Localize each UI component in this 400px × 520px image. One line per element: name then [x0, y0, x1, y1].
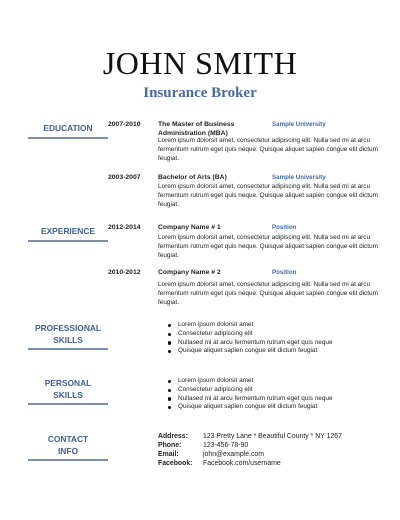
list-item: Lorem ipsum dolorsit amet [168, 377, 378, 386]
section-label-line: INFO [57, 446, 78, 456]
email-label: Email: [158, 451, 179, 458]
section-label-line: CONTACT [47, 434, 89, 444]
contact-email-row [158, 451, 264, 460]
list-item: Lorem ipsum dolorsit amet [168, 321, 378, 330]
address-value: 123 Pretty Lane * Beautiful County * NY 1267 [203, 433, 342, 440]
experience-1-years: 2012-2014 [108, 224, 141, 231]
section-label-line: SKILLS [53, 390, 83, 400]
resume-name: JOHN SMITH [102, 45, 298, 81]
section-label-contact-info [28, 433, 108, 457]
contact-address-row [158, 433, 342, 442]
section-label-line: SKILLS [53, 335, 83, 345]
section-label-professional-skills [28, 322, 108, 346]
section-label-education: EDUCATION [43, 123, 93, 133]
education-2-school: Sample University [272, 174, 326, 181]
section-label-line: PROFESSIONAL [34, 323, 102, 333]
phone-label: Phone: [158, 442, 182, 449]
professional-skills-list [168, 321, 378, 356]
experience-2-position: Position [272, 269, 297, 276]
job-title: Insurance Broker [143, 85, 257, 101]
education-2-description: Lorem ipsum dolorsit amet, consectetur adipiscing elit. Nulla sed mi at arcu fermentum rutrum eget quis neque. Quisque aliquet sapien congue elit dictum feugiat. [158, 183, 378, 208]
section-divider-education [28, 137, 108, 139]
experience-2-description: Lorem ipsum dolorsit amet, consectetur adipiscing elit. Nulla sed mi at arcu fermentum rutrum eget quis neque. Quisque aliquet sapien congue elit dictum feugiat. [158, 281, 378, 306]
section-label-personal-skills [28, 377, 108, 401]
experience-1-company: Company Name # 1 [158, 224, 221, 231]
section-divider-professional-skills [28, 348, 108, 350]
phone-value: 123-456-78-90 [203, 442, 249, 449]
facebook-label: Facebook: [158, 460, 193, 467]
education-1-school: Sample University [272, 121, 326, 128]
personal-skills-list [168, 377, 378, 412]
list-item: Nullased mi at arcu fermentum rutrum eget quis neque [168, 339, 378, 348]
education-1-years: 2007-2010 [108, 121, 141, 128]
education-2-title: Bachelor of Arts (BA) [158, 174, 227, 181]
email-value: john@example.com [203, 451, 264, 458]
contact-facebook-row [158, 460, 281, 469]
section-divider-experience [28, 240, 108, 242]
section-label-line: PERSONAL [44, 378, 92, 388]
education-2-years: 2003-2007 [108, 174, 141, 181]
address-label: Address: [158, 433, 188, 440]
section-divider-personal-skills [28, 403, 108, 405]
education-1-title: The Master of Business Administration (MBA) [158, 121, 235, 137]
contact-phone-row [158, 442, 248, 451]
section-divider-contact-info [28, 459, 108, 461]
list-item: Quisque aliquet sapien congue elit dictum feugiat [168, 347, 378, 356]
facebook-value: Facebook.com/username [203, 460, 281, 467]
list-item: Consectetur adipiscing elit [168, 330, 378, 339]
section-label-experience: EXPERIENCE [41, 226, 95, 236]
experience-2-company: Company Name # 2 [158, 269, 221, 276]
experience-1-position: Position [272, 224, 297, 231]
list-item: Nullased mi at arcu fermentum rutrum eget quis neque [168, 395, 378, 404]
list-item: Consectetur adipiscing elit [168, 386, 378, 395]
list-item: Quisque aliquet sapien congue elit dictum feugiat [168, 403, 378, 412]
experience-2-years: 2010-2012 [108, 269, 141, 276]
experience-1-description: Lorem ipsum dolorsit amet, consectetur adipiscing elit. Nulla sed mi at arcu fermentum rutrum eget quis neque. Quisque aliquet sapien congue elit dictum feugiat. [158, 234, 378, 259]
education-1-description: Lorem ipsum dolorsit amet, consectetur adipiscing elit. Nulla sed mi at arcu fermentum rutrum eget quis neque. Quisque aliquet sapien congue elit dictum feugiat. [158, 137, 378, 162]
